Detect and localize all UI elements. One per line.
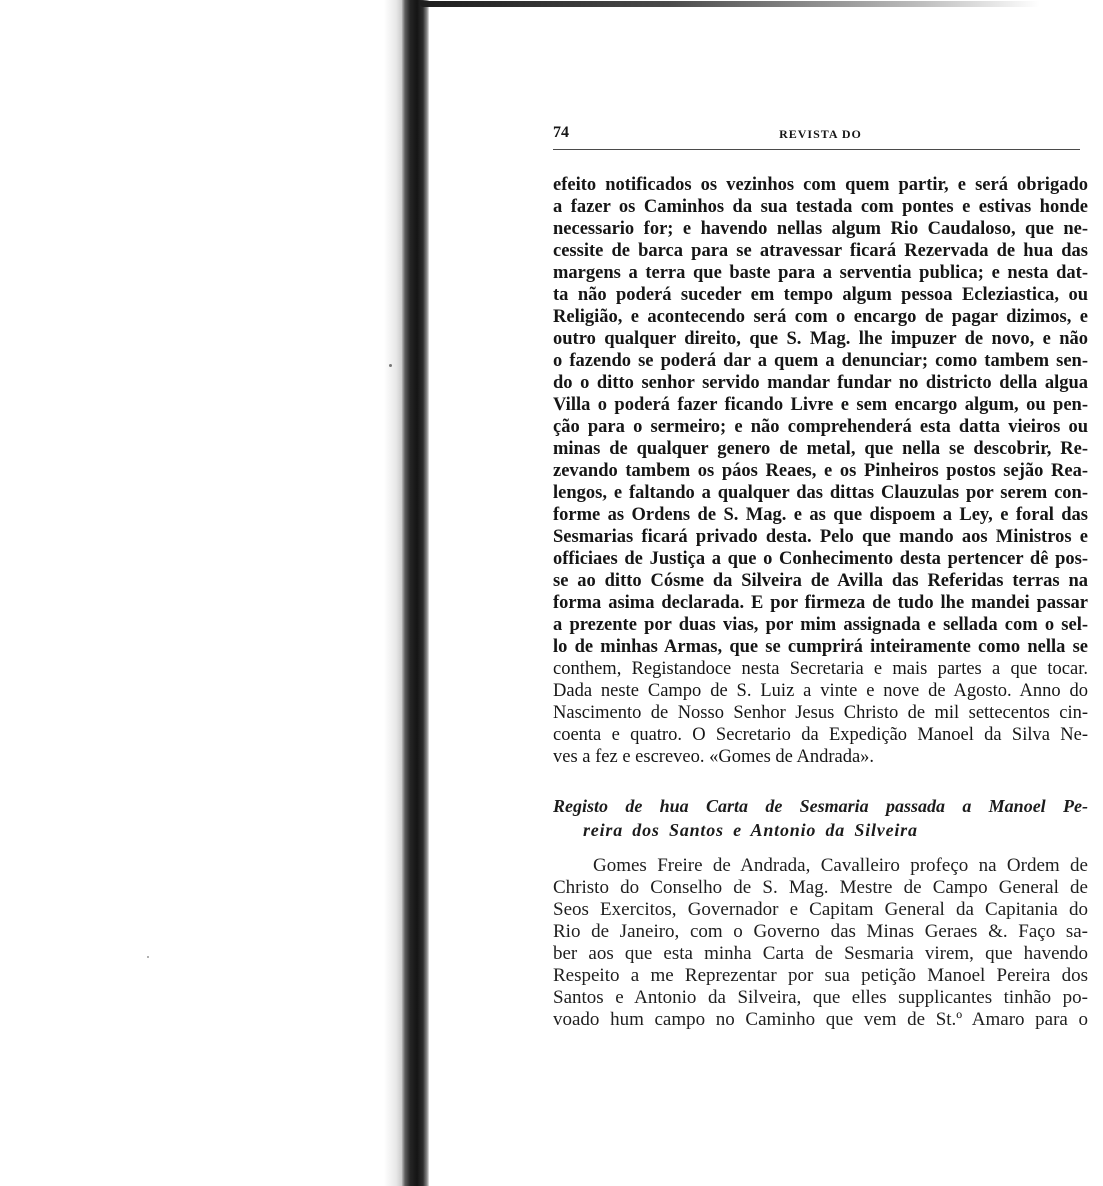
- text-line: cessite de barca para se atravessar ficará Rezervada de hua das: [553, 241, 1088, 261]
- heading-line: Registo de hua Carta de Sesmaria passada a Manoel Pe-: [553, 796, 1088, 816]
- text-line: voado hum campo no Caminho que vem de St.º Amaro para o: [553, 1009, 1088, 1030]
- paragraph-2: [553, 855, 1088, 1031]
- page-number: 74: [553, 124, 569, 141]
- paragraph-1: [553, 174, 1088, 768]
- text-line: officiaes de Justiça a que o Conhecimento desta pertencer dê pos-: [553, 549, 1088, 569]
- text-line: Gomes Freire de Andrada, Cavalleiro profeço na Ordem de: [593, 855, 1088, 876]
- text-line: Rio de Janeiro, com o Governo das Minas Geraes &. Faço sa-: [553, 921, 1088, 942]
- text-line: outro qualquer direito, que S. Mag. lhe impuzer de novo, e não: [553, 329, 1088, 349]
- text-line: lo de minhas Armas, que se cumprirá inteiramente como nella se: [553, 637, 1088, 657]
- text-line: o fazendo se poderá dar a quem a denunciar; como tambem sen-: [553, 351, 1088, 371]
- page-top-edge: [420, 1, 1040, 7]
- text-line: Nascimento de Nosso Senhor Jesus Christo de mil settecentos cin-: [553, 703, 1088, 723]
- text-line: lengos, e faltando a qualquer das dittas Clauzulas por serem con-: [553, 483, 1088, 503]
- text-line: minas de qualquer genero de metal, que nella se descobrir, Re-: [553, 439, 1088, 459]
- text-line: Dada neste Campo de S. Luiz a vinte e nove de Agosto. Anno do: [553, 681, 1088, 701]
- text-line: a fazer os Caminhos da sua testada com pontes e estivas honde: [553, 197, 1088, 217]
- text-line: coenta e quatro. O Secretario da Expedição Manoel da Silva Ne-: [553, 725, 1088, 745]
- text-line: Seos Exercitos, Governador e Capitam General da Capitania do: [553, 899, 1088, 920]
- text-line: Santos e Antonio da Silveira, que elles supplicantes tinhão po-: [553, 987, 1088, 1008]
- running-title: REVISTA DO: [779, 127, 862, 141]
- gutter-shadow: [384, 0, 404, 1186]
- scan-speck: [147, 956, 149, 958]
- text-line: zevando tambem os páos Reaes, e os Pinheiros postos sejão Rea-: [553, 461, 1088, 481]
- text-line: do o ditto senhor servido mandar fundar no districto della algua: [553, 373, 1088, 393]
- text-line: ta não poderá suceder em tempo algum pessoa Ecleziastica, ou: [553, 285, 1088, 305]
- text-line: forme as Ordens de S. Mag. e as que dispoem a Ley, e foral das: [553, 505, 1088, 525]
- section-heading: [553, 794, 1088, 842]
- text-line: Villa o poderá fazer ficando Livre e sem encargo algum, ou pen-: [553, 395, 1088, 415]
- text-line: Sesmarias ficará privado desta. Pelo que mando aos Ministros e: [553, 527, 1088, 547]
- book-binding: [402, 0, 429, 1186]
- text-line: necessario for; e havendo nellas algum Rio Caudaloso, que ne-: [553, 219, 1088, 239]
- text-line: margens a terra que baste para a serventia publica; e nesta dat-: [553, 263, 1088, 283]
- text-line: forma asima declarada. E por firmeza de tudo lhe mandei passar: [553, 593, 1088, 613]
- text-line: Christo do Conselho de S. Mag. Mestre de Campo General de: [553, 877, 1088, 898]
- text-line: efeito notificados os vezinhos com quem partir, e será obrigado: [553, 175, 1088, 195]
- header-rule: [553, 149, 1080, 150]
- text-line: ção para o sermeiro; e não comprehenderá esta datta vieiros ou: [553, 417, 1088, 437]
- text-line: Respeito a me Reprezentar por sua petição Manoel Pereira dos: [553, 965, 1088, 986]
- text-line: ber aos que esta minha Carta de Sesmaria virem, que havendo: [553, 943, 1088, 964]
- heading-line: reira dos Santos e Antonio da Silveira: [583, 820, 918, 840]
- text-line: se ao ditto Cósme da Silveira de Avilla das Referidas terras na: [553, 571, 1088, 591]
- text-line: Religião, e acontecendo será com o encargo de pagar dizimos, e: [553, 307, 1088, 327]
- scan-speck: [389, 364, 392, 367]
- text-line: conthem, Registandoce nesta Secretaria e mais partes a que tocar.: [553, 659, 1088, 679]
- text-line: a prezente por duas vias, por mim assignada e sellada com o sel-: [553, 615, 1088, 635]
- text-line: ves a fez e escreveo. «Gomes de Andrada».: [553, 747, 875, 767]
